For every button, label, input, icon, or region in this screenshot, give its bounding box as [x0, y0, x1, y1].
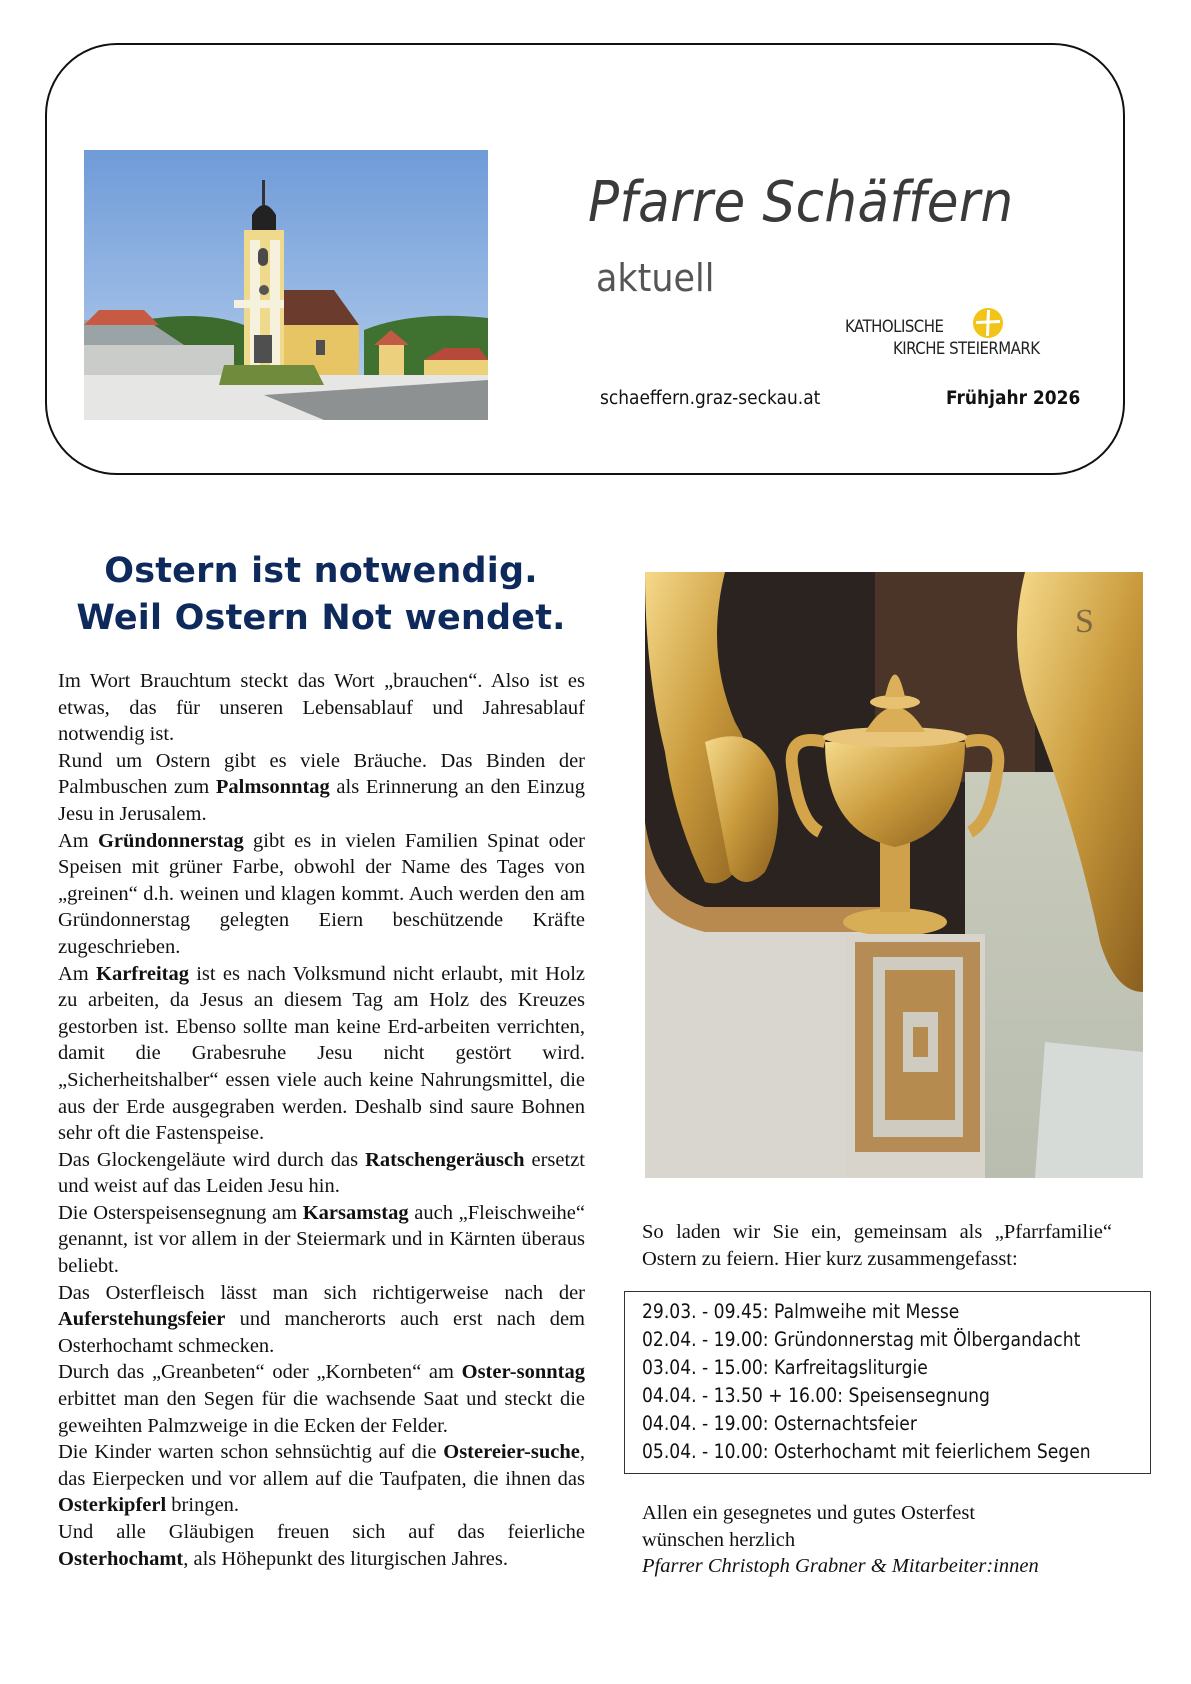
- article-paragraph: [58, 1280, 585, 1360]
- emphasized-term: Gründonnerstag: [97, 829, 244, 852]
- schedule-row: 03.04. - 15.00: Karfreitagsliturgie: [642, 1356, 928, 1379]
- paragraph-text: Durch das „Greanbeten“ oder „Kornbeten“ am: [58, 1361, 462, 1384]
- paragraph-text: Am: [58, 829, 98, 852]
- emphasized-term: Palmsonntag: [215, 776, 330, 799]
- paragraph-text: Das Osterfleisch lässt man sich richtigerweise nach der: [58, 1281, 585, 1304]
- yellow-cross-circle-icon: [972, 307, 1004, 339]
- emphasized-term: Auferstehungsfeier: [58, 1308, 226, 1331]
- newsletter-title: Pfarre Schäffern: [588, 170, 1014, 235]
- article-paragraph: [58, 748, 585, 828]
- paragraph-text: als Erinnerung an den Einzug Jesu in Jerusalem.: [58, 776, 585, 825]
- emphasized-term: Karsamstag: [302, 1201, 409, 1224]
- emphasized-term: Ratschengeräusch: [365, 1148, 525, 1171]
- diocese-logo: [845, 307, 1075, 363]
- logo-text-line1: KATHOLISCHE: [845, 317, 944, 337]
- paragraph-text: auch „Fleischweihe“ genannt, ist vor allem in der Steiermark und in Kärnten überaus beliebt.: [58, 1201, 585, 1278]
- newsletter-subtitle: aktuell: [596, 256, 715, 300]
- article-paragraph: [58, 668, 585, 748]
- closing-line-2: wünschen herzlich: [642, 1528, 796, 1551]
- signature: Pfarrer Christoph Grabner & Mitarbeiter:innen: [642, 1555, 1039, 1577]
- svg-text:S: S: [1075, 603, 1094, 640]
- paragraph-text: gibt es in vielen Familien Spinat oder Speisen mit grüner Farbe, obwohl der Name des Tages von „greinen“ d.h. weinen und klagen kommt. Auch werden den am Gründonnerstag gelegten Eiern beschützende Kräfte zugeschrieben.: [58, 829, 585, 958]
- altar-vase-photo: [645, 572, 1143, 1178]
- emphasized-term: Ostereier-suche: [443, 1441, 580, 1464]
- schedule-row: 04.04. - 19.00: Osternachtsfeier: [642, 1412, 917, 1435]
- article-paragraph: [58, 961, 585, 1147]
- schedule-row: 29.03. - 09.45: Palmweihe mit Messe: [642, 1300, 960, 1323]
- article-paragraph: [58, 1359, 585, 1439]
- paragraph-text: ersetzt und weist auf das Leiden Jesu hin.: [58, 1148, 585, 1198]
- emphasized-term: Osterkipferl: [58, 1494, 167, 1517]
- article-body: [58, 668, 585, 1572]
- emphasized-term: Osterhochamt: [58, 1547, 184, 1570]
- paragraph-text: Die Osterspeisensegnung am: [58, 1201, 303, 1224]
- paragraph-text: Die Kinder warten schon sehnsüchtig auf die: [58, 1441, 444, 1464]
- logo-text-line2: KIRCHE STEIERMARK: [893, 339, 1040, 359]
- paragraph-text: Und alle Gläubigen freuen sich auf das feierliche: [58, 1521, 585, 1543]
- article-paragraph: [58, 1439, 585, 1519]
- closing-greeting: [642, 1500, 1039, 1580]
- emphasized-term: Oster-sonntag: [461, 1361, 585, 1384]
- invitation-text: So laden wir Sie ein, gemeinsam als „Pfarrfamilie“ Ostern zu feiern. Hier kurz zusammengefasst:: [642, 1221, 1112, 1270]
- church-photo: [84, 150, 488, 420]
- closing-line-1: Allen ein gesegnetes und gutes Osterfest: [642, 1502, 976, 1524]
- easter-schedule-box: [624, 1291, 1151, 1474]
- paragraph-text: Im Wort Brauchtum steckt das Wort „brauchen“. Also ist es etwas, das für unseren Lebensablauf und Jahresablauf notwendig ist.: [58, 670, 585, 746]
- headline-line-1: Ostern ist notwendig.: [104, 551, 538, 591]
- schedule-row: 04.04. - 13.50 + 16.00: Speisensegnung: [642, 1384, 990, 1407]
- paragraph-text: erbittet man den Segen für die wachsende Saat und steckt die geweihten Palmzweige in die Ecken der Felder.: [58, 1388, 585, 1437]
- paragraph-text: Rund um Ostern gibt es viele Bräuche. Das Binden der Palmbuschen zum: [58, 749, 585, 799]
- paragraph-text: , als Höhepunkt des liturgischen Jahres.: [183, 1547, 508, 1570]
- edition-label: Frühjahr 2026: [946, 388, 1081, 409]
- headline-line-2: Weil Ostern Not wendet.: [76, 598, 566, 638]
- paragraph-text: , das Eierpecken und vor allem auf die Taufpaten, die ihnen das: [58, 1441, 585, 1490]
- emphasized-term: Karfreitag: [96, 962, 189, 985]
- paragraph-text: und mancherorts auch erst nach dem Osterhochamt schmecken.: [58, 1308, 585, 1357]
- article-paragraph: [58, 1147, 585, 1200]
- article-paragraph: [58, 828, 585, 961]
- paragraph-text: Am: [58, 962, 96, 985]
- paragraph-text: bringen.: [166, 1494, 240, 1517]
- paragraph-text: ist es nach Volksmund nicht erlaubt, mit Holz zu arbeiten, da Jesus an diesem Tag am Holz des Kreuzes gestorben ist. Ebenso sollte man keine Erd-arbeiten verrichten, damit die Grabesruhe Jesu nicht gestört wird. „Sicherheitshalber“ essen viele auch keine Nahrungsmittel, die aus der Erde ausgegraben werden. Deshalb sind saure Bohnen sehr oft die Fastenspeise.: [58, 962, 585, 1145]
- schedule-row: 02.04. - 19.00: Gründonnerstag mit Ölbergandacht: [642, 1328, 1081, 1351]
- website-link[interactable]: schaeffern.graz-seckau.at: [600, 388, 821, 409]
- article-paragraph: [58, 1200, 585, 1280]
- schedule-row: 05.04. - 10.00: Osterhochamt mit feierlichem Segen: [642, 1440, 1091, 1463]
- article-headline: [55, 548, 587, 642]
- paragraph-text: Das Glockengeläute wird durch das: [58, 1148, 366, 1171]
- article-paragraph: [58, 1519, 585, 1572]
